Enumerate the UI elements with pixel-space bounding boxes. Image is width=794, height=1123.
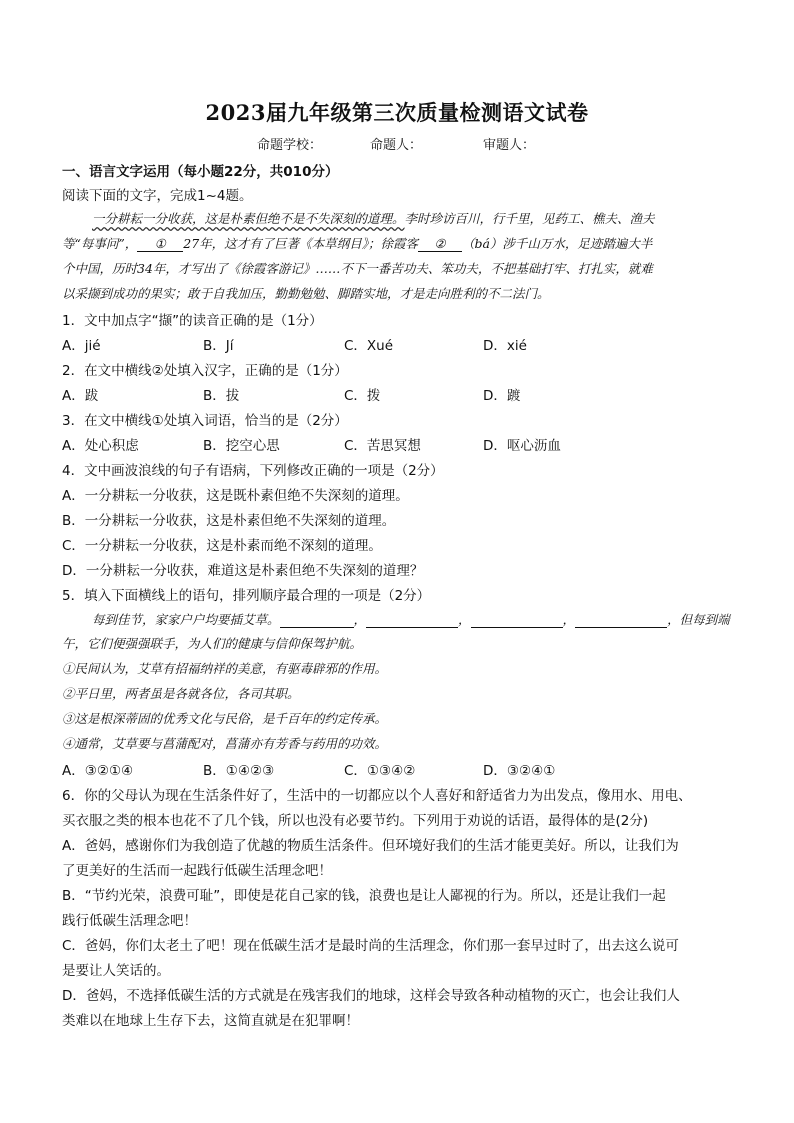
q6-option-c-line-2[interactable]: 是要让人笑话的。	[62, 963, 170, 979]
passage-text: 等“每事问”，	[62, 236, 138, 251]
wavy-sentence: 一分耕耘一分收获，这是朴素但绝不是不失深刻的道理。	[92, 211, 405, 226]
passage-line-1	[92, 209, 655, 227]
section-heading: 一、语言文字运用（每小题22分，共010分）	[62, 164, 339, 180]
q4-option-b[interactable]: B．一分耕耘一分收获，这是朴素但绝不失深刻的道理。	[62, 513, 396, 529]
q1-option-b[interactable]: B．Jí	[203, 338, 234, 354]
q5-tail-text: ，但每到端	[667, 612, 730, 627]
question-5-options	[62, 759, 742, 777]
question-3-options	[62, 434, 742, 452]
q2-option-d[interactable]: D．踱	[483, 388, 521, 404]
q3-option-a[interactable]: A．处心积虑	[62, 438, 139, 454]
blank-2: ②	[418, 236, 462, 252]
q5-option-b[interactable]: B．①④②③	[203, 763, 275, 779]
question-2-stem: 2．在文中横线②处填入汉字，正确的是（1分）	[62, 363, 348, 379]
passage-text: （bá）涉千山万水，足迹踏遍大半	[461, 236, 653, 251]
reviewer-label: 审题人：	[483, 138, 536, 153]
passage-line-4: 以采撷到成功的果实；敢于自我加压，勤勤勉勉、脚踏实地，才是走向胜利的不二法门。	[62, 286, 550, 301]
q5-item-3: ③这是根深蒂固的优秀文化与民俗，是千百年的约定传承。	[62, 711, 388, 726]
q4-option-c[interactable]: C．一分耕耘一分收获，这是朴素而绝不深刻的道理。	[62, 538, 382, 554]
q5-lead-text: 每到佳节，家家户户均要插艾草。	[92, 612, 280, 627]
blank-1: ①	[137, 236, 183, 252]
exam-meta	[257, 134, 535, 153]
q5-item-2: ②平日里，两者虽是各就各位，各司其职。	[62, 686, 300, 701]
q2-option-b[interactable]: B．拔	[203, 388, 240, 404]
question-4-stem: 4．文中画波浪线的句子有语病，下列修改正确的一项是（2分）	[62, 463, 444, 479]
q6-option-b-line-2[interactable]: 践行低碳生活理念吧！	[62, 913, 197, 929]
setter-label: 命题人：	[370, 138, 423, 153]
q5-item-4: ④通常，艾草要与菖蒲配对，菖蒲亦有芳香与药用的功效。	[62, 736, 388, 751]
q5-option-c[interactable]: C．①③④②	[344, 763, 416, 779]
passage-text: 李时珍访百川，行千里，见药工、樵夫、渔夫	[404, 211, 655, 226]
q2-option-a[interactable]: A．跋	[62, 388, 99, 404]
q3-option-c[interactable]: C．苦思冥想	[344, 438, 421, 454]
q6-option-c-line-1[interactable]: C．爸妈，你们太老土了吧！现在低碳生活才是最时尚的生活理念，你们那一套早过时了，出去这么说可	[62, 938, 679, 954]
section-intro: 阅读下面的文字，完成1~4题。	[62, 188, 253, 204]
q5-line-2: 午，它们便强强联手，为人们的健康与信仰保驾护航。	[62, 636, 363, 651]
question-2-options	[62, 384, 742, 402]
q4-option-d[interactable]: D．一分耕耘一分收获，难道这是朴素但绝不失深刻的道理？	[62, 563, 424, 579]
q1-option-c[interactable]: C．Xué	[344, 338, 394, 354]
q6-option-d-line-2[interactable]: 类难以在地球上生存下去，这简直就是在犯罪啊！	[62, 1013, 359, 1029]
q4-option-a[interactable]: A．一分耕耘一分收获，这是既朴素但绝不失深刻的道理。	[62, 488, 409, 504]
q5-option-a[interactable]: A．③②①④	[62, 763, 134, 779]
q5-blank-4	[575, 612, 667, 628]
q6-option-a-line-1[interactable]: A．爸妈，感谢你们为我创造了优越的物质生活条件。但环境好我们的生活才能更美好。所以，让我们为	[62, 838, 679, 854]
school-label: 命题学校：	[257, 138, 323, 153]
question-1-stem: 1．文中加点字“撷”的读音正确的是（1分）	[62, 313, 323, 329]
question-6-stem-1: 6．你的父母认为现在生活条件好了，生活中的一切都应以个人喜好和舒适省力为出发点，像用水、用电、	[62, 788, 692, 804]
q5-blank-1	[280, 612, 354, 628]
q5-item-1: ①民间认为，艾草有招福纳祥的美意，有驱毒辟邪的作用。	[62, 661, 388, 676]
q5-option-d[interactable]: D．③②④①	[483, 763, 556, 779]
question-5-stem: 5．填入下面横线上的语句，排列顺序最合理的一项是（2分）	[62, 588, 431, 604]
exam-title: 2023届九年级第三次质量检测语文试卷	[205, 100, 589, 125]
q5-blank-3	[471, 612, 563, 628]
passage-line-3: 个中国，历时34年，才写出了《徐霞客游记》……不下一番苦功夫、笨功夫，不把基础打牢、打扎实，就难	[62, 261, 653, 276]
question-6-stem-2: 买衣服之类的根本也花不了几个钱，所以也没有必要节约。下列用于劝说的话语，最得体的是(2分)	[62, 813, 649, 829]
q1-option-d[interactable]: D．xié	[483, 338, 527, 354]
q5-lead-line: 每到佳节，家家户户均要插艾草。 ， ， ， ，但每到端	[92, 612, 730, 627]
question-1-options	[62, 334, 742, 352]
question-3-stem: 3．在文中横线①处填入词语，恰当的是（2分）	[62, 413, 348, 429]
passage-line-2	[62, 234, 652, 252]
q3-option-d[interactable]: D．呕心沥血	[483, 438, 561, 454]
q1-option-a[interactable]: A．jié	[62, 338, 101, 354]
q6-option-a-line-2[interactable]: 了更美好的生活而一起践行低碳生活理念吧！	[62, 863, 332, 879]
q2-option-c[interactable]: C．拨	[344, 388, 381, 404]
q6-option-b-line-1[interactable]: B．“节约光荣，浪费可耻”，即使是花自己家的钱，浪费也是让人鄙视的行为。所以，还是让我们一起	[62, 888, 666, 904]
passage-text: 27年，这才有了巨著《本草纲目》；徐霞客	[183, 236, 418, 251]
q3-option-b[interactable]: B．挖空心思	[203, 438, 280, 454]
q6-option-d-line-1[interactable]: D．爸妈，不选择低碳生活的方式就是在残害我们的地球，这样会导致各种动植物的灭亡，也会让我们人	[62, 988, 680, 1004]
q5-blank-2	[366, 612, 458, 628]
